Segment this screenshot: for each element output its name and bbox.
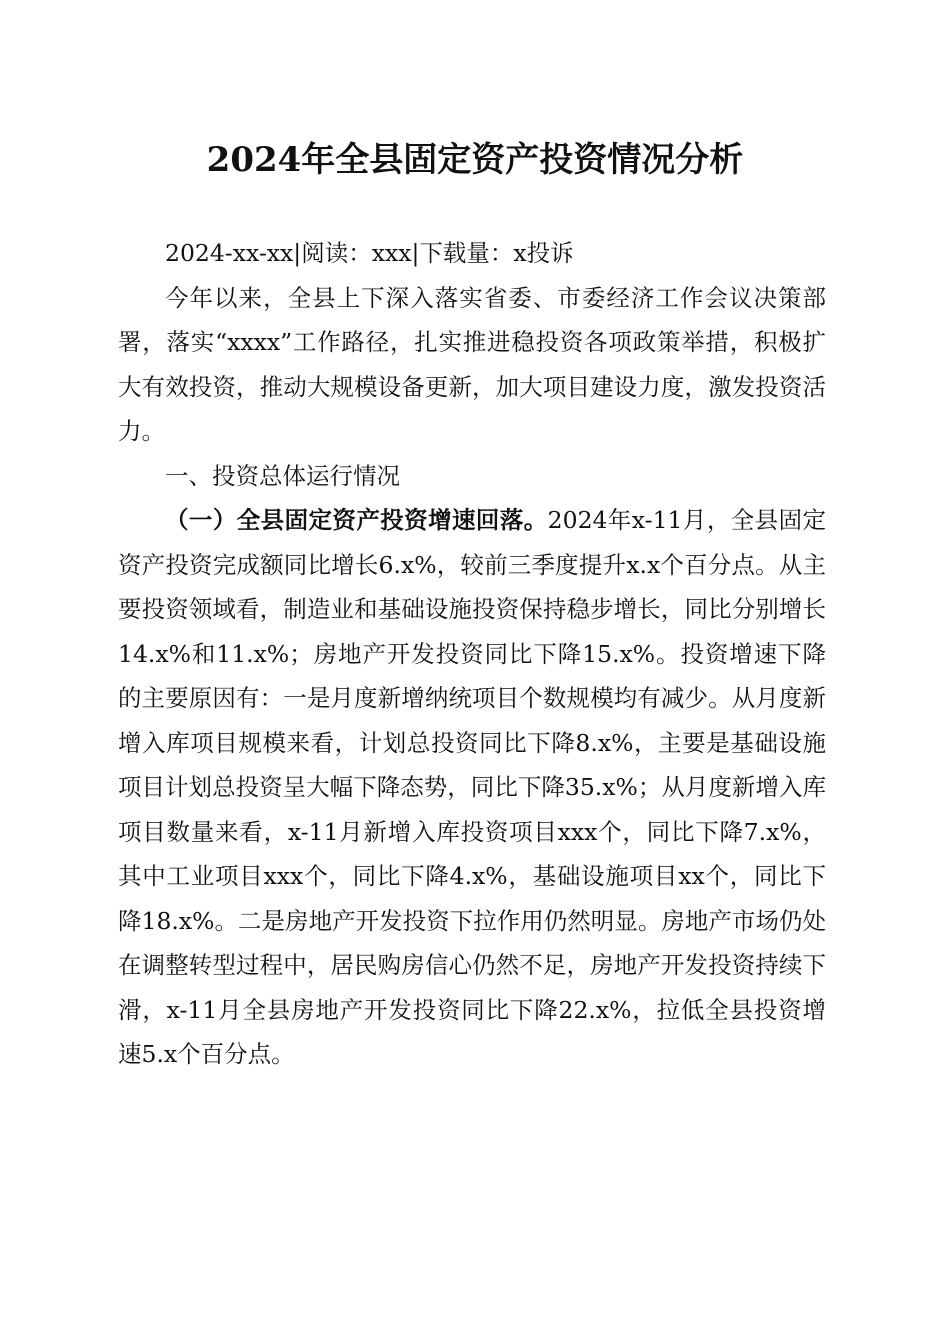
subsection-heading: （一）全县固定资产投资增速回落。 — [165, 506, 548, 534]
section-heading-text: 一、投资总体运行情况 — [165, 461, 400, 490]
document-meta: 2024-xx-xx|阅读：xxx|下载量：x投诉 — [165, 239, 574, 267]
intro-paragraph: 今年以来，全县上下深入落实省委、市委经济工作会议决策部署，落实“xxxx”工作路径，扎实推进稳投资各项政策举措，积极扩大有效投资，推动大规模设备更新，加大项目建设力度，激发投资活力。 — [118, 283, 826, 445]
subsection-body: 2024年x-11月，全县固定资产投资完成额同比增长6.x%，较前三季度提升x.x个百分点。从主要投资领域看，制造业和基础设施投资保持稳步增长，同比分别增长14.x%和11.x%；房地产开发投资同比下降15.x%。投资增速下降的主要原因有：一是月度新增纳统项目个数规模均有减少。从月度新增入库项目规模来看，计划总投资同比下降8.x%，主要是基础设施项目计划总投资呈大幅下降态势，同比下降35.x%；从月度新增入库项目数量来看，x-11月新增入库投资项目xxx个，同比下降7.x%，其中工业项目xxx个，同比下降4.x%，基础设施项目xx个，同比下降18.x%。二是房地产开发投资下拉作用仍然明显。房地产市场仍处在调整转型过程中，居民购房信心仍然不足，房地产开发投资持续下滑，x-11月全县房地产开发投资同比下降22.x%，拉低全县投资增速5.x个百分点。 — [118, 506, 826, 1068]
subsection-paragraph-1 — [118, 498, 826, 1077]
document-body — [118, 231, 826, 1077]
document-title: 2024年全县固定资产投资情况分析 — [206, 140, 744, 180]
section-heading-1 — [118, 454, 826, 499]
